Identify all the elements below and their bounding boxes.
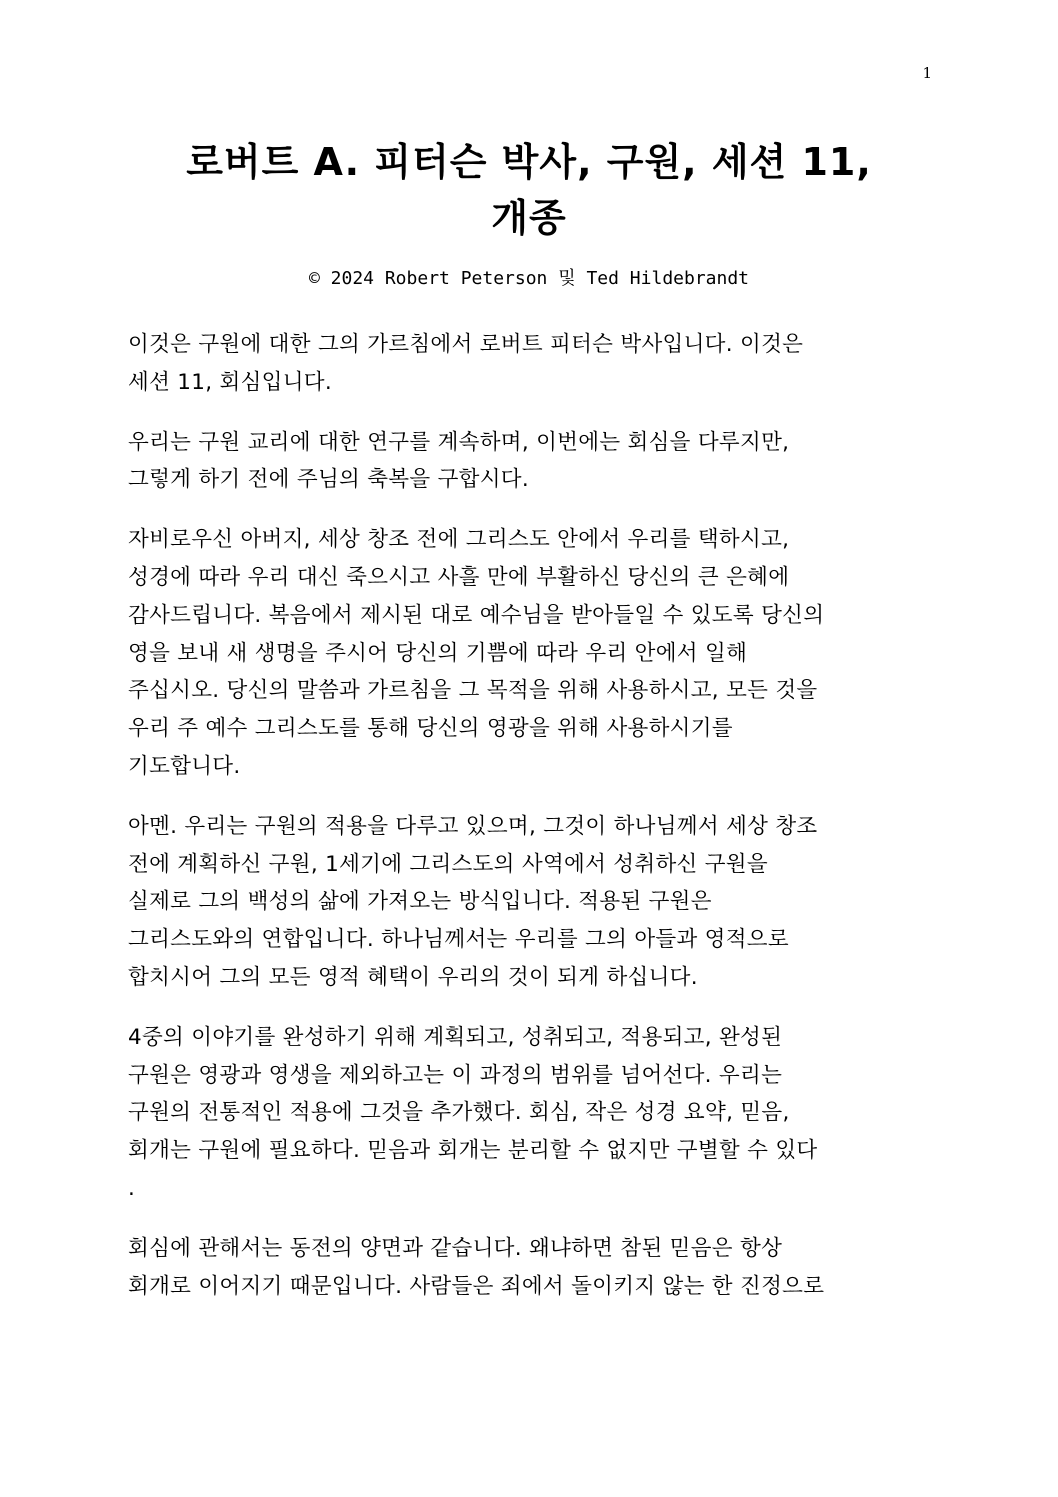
- paragraph-fourfold-story: 4중의 이야기를 완성하기 위해 계획되고, 성취되고, 적용되고, 완성된 구원은 영광과 영생을 제외하고는 이 과정의 범위를 넘어선다. 우리는 구원의 전통적인 적용에 그것을 추가했다. 회심, 작은 성경 요약, 믿음, 회개는 구원에 필요하다. 믿음과 회개는 분리할 수 없지만 구별할 수 있다 .: [128, 1024, 818, 1201]
- document-body: [128, 326, 928, 1327]
- paragraph-intro: 이것은 구원에 대한 그의 가르침에서 로버트 피터슨 박사입니다. 이것은 세션 11, 회심입니다.: [128, 332, 804, 395]
- paragraph-conversion: 회심에 관해서는 동전의 양면과 같습니다. 왜냐하면 참된 믿음은 항상 회개로 이어지기 때문입니다. 사람들은 죄에서 돌이키지 않는 한 진정으로: [128, 1235, 825, 1299]
- copyright-line: © 2024 Robert Peterson 및 Ted Hildebrandt: [308, 268, 750, 289]
- paragraph-amen: 아멘. 우리는 구원의 적용을 다루고 있으며, 그것이 하나님께서 세상 창조 전에 계획하신 구원, 1세기에 그리스도의 사역에서 성취하신 구원을 실제로 그의 백성의 삶에 가져오는 방식입니다. 적용된 구원은 그리스도와의 연합입니다. 하나님께서는 우리를 그의 아들과 영적으로 합치시어 그의 모든 영적 혜택이 우리의 것이 되게 하십니다.: [128, 813, 818, 990]
- paragraph-prayer: 자비로우신 아버지, 세상 창조 전에 그리스도 안에서 우리를 택하시고, 성경에 따라 우리 대신 죽으시고 사흘 만에 부활하신 당신의 큰 은혜에 감사드립니다. 복음에서 제시된 대로 예수님을 받아들일 수 있도록 당신의 영을 보내 새 생명을 주시어 당신의 기쁨에 따라 우리 안에서 일해 주십시오. 당신의 말씀과 가르침을 그 목적을 위해 사용하시고, 모든 것을 우리 주 예수 그리스도를 통해 당신의 영광을 위해 사용하시기를 기도합니다.: [128, 527, 825, 779]
- paragraph-continue-study: 우리는 구원 교리에 대한 연구를 계속하며, 이번에는 회심을 다루지만, 그렇게 하기 전에 주님의 축복을 구합시다.: [128, 429, 790, 493]
- page-number: 1: [922, 64, 932, 82]
- document-title: 로버트 A. 피터슨 박사, 구원, 세션 11, 개종: [186, 140, 872, 240]
